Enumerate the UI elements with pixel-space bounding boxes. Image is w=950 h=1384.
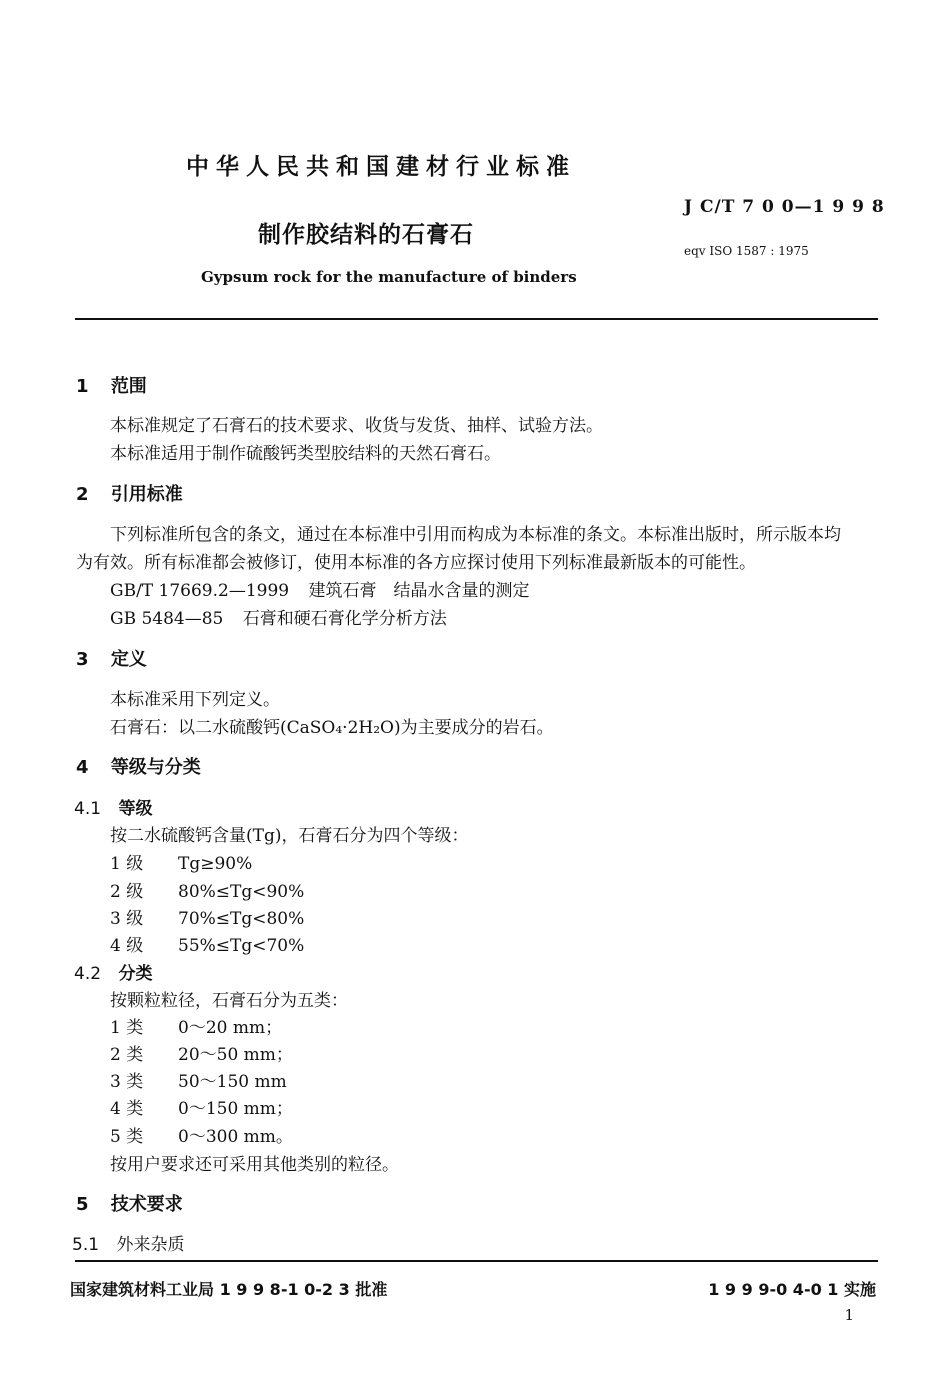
subsection-title: 等级 bbox=[118, 799, 153, 819]
class-range: 20～50 mm； bbox=[178, 1045, 293, 1065]
approval-line: 国家建筑材料工业局 1 9 9 8-1 0-2 3 批准 bbox=[70, 1280, 388, 1299]
subsection-title: 分类 bbox=[118, 964, 153, 984]
paragraph: 本标准规定了石膏石的技术要求、收货与发货、抽样、试验方法。 bbox=[110, 416, 603, 436]
class-label: 1 类 bbox=[110, 1018, 144, 1038]
header-divider bbox=[75, 318, 878, 320]
standard-code: J C/T 7 0 0—1 9 9 8 bbox=[684, 197, 885, 217]
reference-code: GB 5484—85 bbox=[110, 609, 224, 629]
grade-label: 4 级 bbox=[110, 936, 144, 956]
class-row bbox=[110, 1094, 293, 1119]
section-5-heading bbox=[76, 1190, 183, 1216]
issuing-authority-title: 中华人民共和国建材行业标准 bbox=[186, 154, 576, 180]
subsection-4-2-heading bbox=[74, 959, 152, 984]
class-label: 3 类 bbox=[110, 1072, 144, 1092]
class-label: 2 类 bbox=[110, 1045, 144, 1065]
section-1-heading bbox=[76, 372, 147, 398]
class-range: 0～300 mm。 bbox=[178, 1127, 293, 1147]
section-title: 等级与分类 bbox=[110, 757, 201, 778]
grade-row bbox=[110, 877, 304, 902]
grade-label: 1 级 bbox=[110, 854, 144, 874]
grade-row bbox=[110, 849, 252, 874]
class-label: 5 类 bbox=[110, 1127, 144, 1147]
class-label: 4 类 bbox=[110, 1099, 144, 1119]
grade-range: 80%≤Tg<90% bbox=[178, 882, 305, 902]
class-row bbox=[110, 1122, 293, 1147]
section-title: 技术要求 bbox=[110, 1194, 183, 1215]
section-4-heading bbox=[76, 753, 201, 779]
class-range: 0～150 mm； bbox=[178, 1099, 293, 1119]
paragraph: 本标准适用于制作硫酸钙类型胶结料的天然石膏石。 bbox=[110, 444, 501, 464]
reference-title: 建筑石膏 结晶水含量的测定 bbox=[308, 581, 530, 601]
class-row bbox=[110, 1067, 287, 1092]
grade-row bbox=[110, 904, 304, 929]
paragraph: 为有效。所有标准都会被修订，使用本标准的各方应探讨使用下列标准最新版本的可能性。 bbox=[76, 553, 756, 573]
section-title: 定义 bbox=[110, 649, 147, 670]
subsection-number: 4.1 bbox=[74, 799, 102, 819]
section-number: 1 bbox=[76, 376, 89, 397]
section-number: 4 bbox=[76, 757, 89, 778]
subsection-number: 5.1 bbox=[72, 1235, 100, 1255]
document-title-cn: 制作胶结料的石膏石 bbox=[258, 222, 474, 248]
grade-row bbox=[110, 931, 304, 956]
section-3-heading bbox=[76, 645, 147, 671]
reference-item bbox=[110, 576, 530, 601]
grade-range: 55%≤Tg<70% bbox=[178, 936, 305, 956]
grade-label: 2 级 bbox=[110, 882, 144, 902]
paragraph: 按颗粒粒径，石膏石分为五类： bbox=[110, 991, 348, 1011]
class-range: 0～20 mm； bbox=[178, 1018, 283, 1038]
section-number: 2 bbox=[76, 484, 89, 505]
class-row bbox=[110, 1013, 282, 1038]
implementation-date: 1 9 9 9-0 4-0 1 实施 bbox=[708, 1280, 876, 1299]
section-title: 引用标准 bbox=[110, 484, 183, 505]
section-title: 范围 bbox=[110, 376, 147, 397]
paragraph: 本标准采用下列定义。 bbox=[110, 690, 280, 710]
subsection-5-1-heading bbox=[72, 1230, 184, 1255]
definition: 石膏石：以二水硫酸钙(CaSO₄·2H₂O)为主要成分的岩石。 bbox=[110, 718, 554, 738]
subsection-title: 外来杂质 bbox=[116, 1235, 185, 1255]
class-row bbox=[110, 1040, 293, 1065]
iso-equivalence: eqv ISO 1587 : 1975 bbox=[684, 244, 809, 258]
subsection-number: 4.2 bbox=[74, 964, 102, 984]
reference-code: GB/T 17669.2—1999 bbox=[110, 581, 290, 601]
subsection-4-1-heading bbox=[74, 794, 152, 819]
section-number: 5 bbox=[76, 1194, 89, 1215]
footer-divider bbox=[75, 1260, 878, 1262]
page-number: 1 bbox=[844, 1306, 854, 1324]
class-range: 50～150 mm bbox=[178, 1072, 287, 1092]
grade-range: 70%≤Tg<80% bbox=[178, 909, 305, 929]
reference-item bbox=[110, 604, 447, 629]
paragraph: 按用户要求还可采用其他类别的粒径。 bbox=[110, 1155, 399, 1175]
paragraph: 下列标准所包含的条文，通过在本标准中引用而构成为本标准的条文。本标准出版时，所示版本均 bbox=[110, 525, 841, 545]
grade-range: Tg≥90% bbox=[178, 854, 253, 874]
document-title-en: Gypsum rock for the manufacture of binders bbox=[201, 268, 577, 286]
paragraph: 按二水硫酸钙含量(Tg)，石膏石分为四个等级： bbox=[110, 826, 469, 846]
section-2-heading bbox=[76, 480, 183, 506]
grade-label: 3 级 bbox=[110, 909, 144, 929]
section-number: 3 bbox=[76, 649, 89, 670]
reference-title: 石膏和硬石膏化学分析方法 bbox=[242, 609, 447, 629]
